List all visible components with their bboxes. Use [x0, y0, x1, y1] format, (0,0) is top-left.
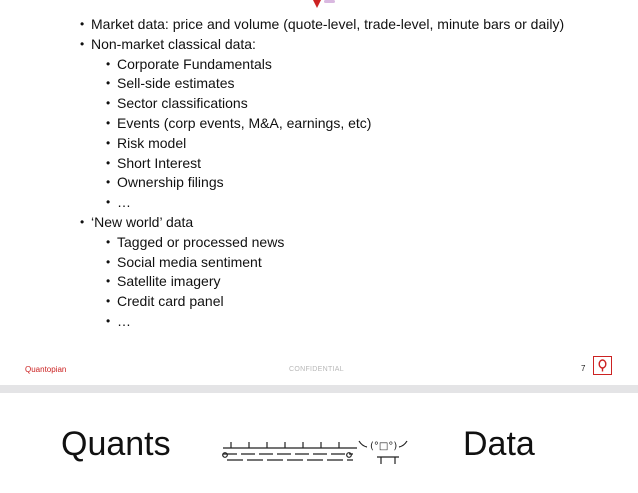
bullet-item-level-2: • … — [80, 193, 564, 213]
bullet-item-level-2: • Short Interest — [80, 154, 564, 174]
bullet-item-level-1: • Market data: price and volume (quote-level, trade-level, minute bars or daily) — [80, 15, 564, 35]
bullet-list — [80, 15, 564, 332]
bullet-item-level-2: • Sell-side estimates — [80, 74, 564, 94]
bullet-item-level-2: • Social media sentiment — [80, 253, 564, 273]
bullet-item-level-2: • Corporate Fundamentals — [80, 55, 564, 75]
bullet-item-level-1: • Non-market classical data: — [80, 35, 564, 55]
bullet-item-level-2: • Sector classifications — [80, 94, 564, 114]
meme-left-word: Quants — [61, 425, 171, 463]
bullet-item-level-2: • Credit card panel — [80, 292, 564, 312]
page-number: 7 — [581, 364, 586, 373]
bullet-item-level-1: • ‘New world’ data — [80, 213, 564, 233]
bullet-item-level-2: • … — [80, 312, 564, 332]
bullet-item-level-2: • Tagged or processed news — [80, 233, 564, 253]
bullet-item-level-2: • Ownership filings — [80, 173, 564, 193]
red-triangle-marker-icon — [312, 0, 336, 10]
meme-panel — [0, 393, 638, 493]
kaomoji-face: (°□°) — [370, 441, 398, 452]
bullet-item-level-2: • Risk model — [80, 134, 564, 154]
meme-right-word: Data — [463, 425, 535, 463]
table-flip-kaomoji-icon — [217, 437, 417, 467]
bullet-item-level-2: • Satellite imagery — [80, 272, 564, 292]
slide-divider — [0, 385, 638, 393]
bullet-item-level-2: • Events (corp events, M&A, earnings, etc) — [80, 114, 564, 134]
quantopian-logo-icon — [593, 356, 612, 375]
footer-confidential: CONFIDENTIAL — [289, 366, 344, 373]
footer-brand: Quantopian — [25, 365, 67, 374]
